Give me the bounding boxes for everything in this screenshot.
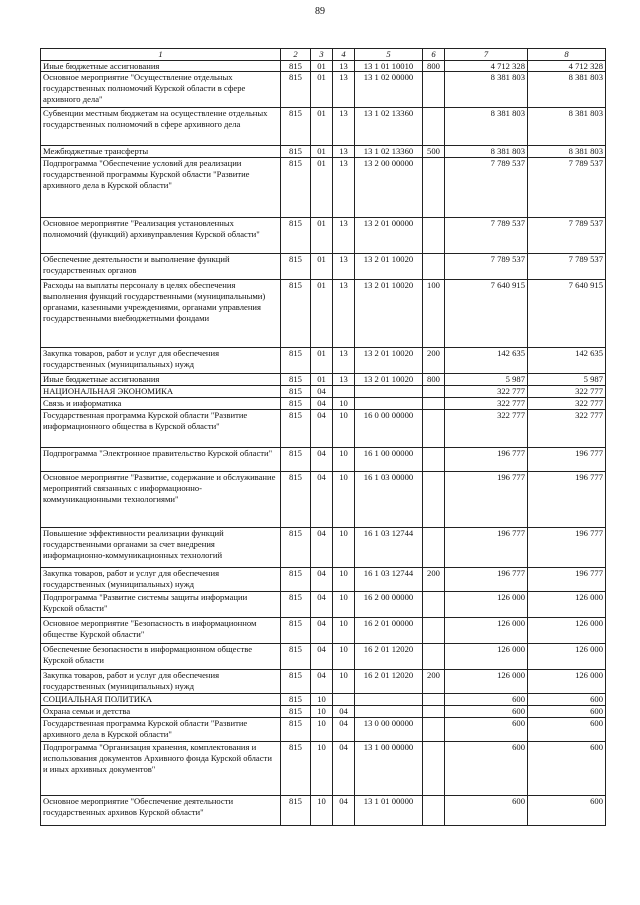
cell-sum1: 322 777 [445, 398, 528, 410]
cell-sum2: 322 777 [528, 386, 606, 398]
cell-rz: 04 [311, 568, 333, 592]
cell-pr: 13 [333, 158, 355, 218]
cell-ved: 815 [281, 568, 311, 592]
cell-ved: 815 [281, 218, 311, 254]
cell-csr: 13 1 02 13360 [355, 146, 423, 158]
cell-vr [423, 618, 445, 644]
cell-pr: 04 [333, 796, 355, 826]
cell-ved: 815 [281, 706, 311, 718]
cell-name: Основное мероприятие "Развитие, содержание и обслуживание мероприятий связанных с информационно-коммуникационными технологиями" [41, 472, 281, 528]
cell-name: Межбюджетные трансферты [41, 146, 281, 158]
cell-sum1: 126 000 [445, 592, 528, 618]
table-row [41, 528, 606, 568]
cell-csr: 13 1 00 00000 [355, 742, 423, 796]
cell-csr: 13 1 01 00000 [355, 796, 423, 826]
cell-rz: 04 [311, 386, 333, 398]
table-row [41, 158, 606, 218]
cell-pr [333, 694, 355, 706]
cell-name: Охрана семьи и детства [41, 706, 281, 718]
cell-vr: 200 [423, 568, 445, 592]
cell-csr [355, 386, 423, 398]
cell-name: Подпрограмма "Организация хранения, комплектования и использования документов Архивного фонда Курской области и иных архивных документов" [41, 742, 281, 796]
table-row [41, 146, 606, 158]
cell-pr: 04 [333, 718, 355, 742]
cell-name: Основное мероприятие "Обеспечение деятельности государственных архивов Курской области" [41, 796, 281, 826]
cell-pr: 13 [333, 72, 355, 108]
cell-pr: 13 [333, 374, 355, 386]
cell-sum1: 196 777 [445, 568, 528, 592]
cell-sum1: 600 [445, 694, 528, 706]
cell-csr: 13 2 01 10020 [355, 374, 423, 386]
cell-name: Иные бюджетные ассигнования [41, 60, 281, 72]
cell-rz: 10 [311, 796, 333, 826]
cell-vr [423, 718, 445, 742]
cell-sum2: 600 [528, 706, 606, 718]
cell-sum2: 126 000 [528, 670, 606, 694]
cell-csr: 13 1 01 10010 [355, 60, 423, 72]
cell-pr: 13 [333, 280, 355, 348]
cell-csr: 13 2 01 10020 [355, 280, 423, 348]
cell-sum2: 7 789 537 [528, 158, 606, 218]
cell-pr: 10 [333, 568, 355, 592]
cell-sum2: 126 000 [528, 592, 606, 618]
cell-sum2: 600 [528, 694, 606, 706]
cell-sum1: 322 777 [445, 386, 528, 398]
cell-ved: 815 [281, 398, 311, 410]
cell-sum2: 8 381 803 [528, 72, 606, 108]
cell-name: СОЦИАЛЬНАЯ ПОЛИТИКА [41, 694, 281, 706]
cell-name: Подпрограмма "Электронное правительство Курской области" [41, 448, 281, 472]
cell-pr: 10 [333, 592, 355, 618]
cell-csr: 13 0 00 00000 [355, 718, 423, 742]
table-row [41, 592, 606, 618]
cell-vr [423, 254, 445, 280]
cell-csr: 13 2 01 10020 [355, 348, 423, 374]
cell-sum2: 4 712 328 [528, 60, 606, 72]
cell-pr: 10 [333, 670, 355, 694]
cell-name: Основное мероприятие "Осуществление отдельных государственных полномочий Курской области в сфере архивного дела" [41, 72, 281, 108]
cell-csr: 13 2 01 10020 [355, 254, 423, 280]
cell-rz: 01 [311, 108, 333, 146]
cell-ved: 815 [281, 386, 311, 398]
cell-name: Основное мероприятие "Безопасность в информационном обществе Курской области" [41, 618, 281, 644]
cell-vr [423, 108, 445, 146]
header-col-7: 7 [445, 49, 528, 61]
cell-csr: 13 1 02 00000 [355, 72, 423, 108]
cell-ved: 815 [281, 280, 311, 348]
cell-vr: 200 [423, 670, 445, 694]
cell-sum2: 322 777 [528, 410, 606, 448]
cell-vr [423, 694, 445, 706]
cell-sum2: 8 381 803 [528, 108, 606, 146]
cell-name: Основное мероприятие "Реализация установленных полномочий (функций) архивуправления Курской области" [41, 218, 281, 254]
header-col-2: 2 [281, 49, 311, 61]
table-row [41, 410, 606, 448]
cell-name: Связь и информатика [41, 398, 281, 410]
header-col-5: 5 [355, 49, 423, 61]
table-row [41, 108, 606, 146]
cell-pr: 10 [333, 644, 355, 670]
cell-rz: 01 [311, 254, 333, 280]
cell-pr: 04 [333, 706, 355, 718]
cell-csr [355, 706, 423, 718]
cell-vr [423, 158, 445, 218]
cell-name: Подпрограмма "Развитие системы защиты информации Курской области" [41, 592, 281, 618]
cell-csr: 16 2 01 12020 [355, 644, 423, 670]
table-row [41, 670, 606, 694]
cell-rz: 10 [311, 706, 333, 718]
cell-vr [423, 742, 445, 796]
cell-rz: 01 [311, 146, 333, 158]
table-row [41, 448, 606, 472]
cell-ved: 815 [281, 158, 311, 218]
cell-vr [423, 218, 445, 254]
cell-pr: 13 [333, 254, 355, 280]
cell-name: Закупка товаров, работ и услуг для обеспечения государственных (муниципальных) нужд [41, 348, 281, 374]
cell-sum1: 196 777 [445, 472, 528, 528]
cell-csr: 16 0 00 00000 [355, 410, 423, 448]
cell-ved: 815 [281, 348, 311, 374]
cell-name: НАЦИОНАЛЬНАЯ ЭКОНОМИКА [41, 386, 281, 398]
cell-vr: 100 [423, 280, 445, 348]
cell-vr [423, 528, 445, 568]
cell-vr: 500 [423, 146, 445, 158]
cell-rz: 01 [311, 72, 333, 108]
cell-pr: 13 [333, 146, 355, 158]
cell-pr: 13 [333, 218, 355, 254]
cell-sum2: 126 000 [528, 618, 606, 644]
cell-name: Обеспечение деятельности и выполнение функций государственных органов [41, 254, 281, 280]
cell-sum1: 126 000 [445, 670, 528, 694]
cell-rz: 04 [311, 592, 333, 618]
table-row [41, 796, 606, 826]
header-col-3: 3 [311, 49, 333, 61]
cell-ved: 815 [281, 254, 311, 280]
cell-name: Закупка товаров, работ и услуг для обеспечения государственных (муниципальных) нужд [41, 568, 281, 592]
cell-name: Повышение эффективности реализации функций государственными органами за счет внедрения информационно-коммуникационных технологий [41, 528, 281, 568]
cell-pr: 13 [333, 108, 355, 146]
cell-sum2: 196 777 [528, 448, 606, 472]
cell-sum2: 7 789 537 [528, 254, 606, 280]
cell-sum2: 7 640 915 [528, 280, 606, 348]
cell-csr: 13 2 00 00000 [355, 158, 423, 218]
cell-rz: 04 [311, 618, 333, 644]
header-row [41, 49, 606, 61]
cell-sum1: 142 635 [445, 348, 528, 374]
cell-sum1: 600 [445, 742, 528, 796]
cell-ved: 815 [281, 72, 311, 108]
cell-ved: 815 [281, 528, 311, 568]
cell-name: Закупка товаров, работ и услуг для обеспечения государственных (муниципальных) нужд [41, 670, 281, 694]
cell-vr [423, 644, 445, 670]
cell-csr [355, 398, 423, 410]
cell-pr [333, 386, 355, 398]
cell-sum1: 7 789 537 [445, 158, 528, 218]
cell-rz: 01 [311, 60, 333, 72]
header-col-4: 4 [333, 49, 355, 61]
cell-sum1: 196 777 [445, 528, 528, 568]
cell-csr: 16 2 00 00000 [355, 592, 423, 618]
cell-csr: 16 2 01 12020 [355, 670, 423, 694]
cell-pr: 13 [333, 60, 355, 72]
cell-vr: 800 [423, 374, 445, 386]
table-row [41, 718, 606, 742]
cell-vr [423, 398, 445, 410]
cell-sum2: 322 777 [528, 398, 606, 410]
table-row [41, 218, 606, 254]
cell-vr [423, 472, 445, 528]
cell-vr [423, 386, 445, 398]
cell-pr: 10 [333, 410, 355, 448]
cell-sum2: 142 635 [528, 348, 606, 374]
table-row [41, 280, 606, 348]
cell-ved: 815 [281, 796, 311, 826]
cell-pr: 10 [333, 398, 355, 410]
cell-sum1: 8 381 803 [445, 72, 528, 108]
cell-ved: 815 [281, 618, 311, 644]
cell-sum1: 8 381 803 [445, 108, 528, 146]
cell-csr: 16 1 03 00000 [355, 472, 423, 528]
table-row [41, 706, 606, 718]
header-col-6: 6 [423, 49, 445, 61]
page-number: 89 [315, 6, 325, 17]
cell-sum1: 196 777 [445, 448, 528, 472]
cell-vr: 200 [423, 348, 445, 374]
table-row [41, 398, 606, 410]
cell-rz: 04 [311, 410, 333, 448]
cell-name: Обеспечение безопасности в информационном обществе Курской области [41, 644, 281, 670]
cell-rz: 01 [311, 348, 333, 374]
cell-pr: 13 [333, 348, 355, 374]
cell-csr: 13 2 01 00000 [355, 218, 423, 254]
cell-sum1: 5 987 [445, 374, 528, 386]
cell-rz: 10 [311, 694, 333, 706]
cell-vr [423, 706, 445, 718]
cell-sum1: 600 [445, 796, 528, 826]
cell-csr: 16 1 00 00000 [355, 448, 423, 472]
cell-sum1: 600 [445, 718, 528, 742]
cell-vr [423, 72, 445, 108]
cell-sum2: 7 789 537 [528, 218, 606, 254]
cell-pr: 04 [333, 742, 355, 796]
cell-ved: 815 [281, 448, 311, 472]
cell-sum1: 322 777 [445, 410, 528, 448]
cell-sum2: 600 [528, 742, 606, 796]
cell-vr [423, 410, 445, 448]
cell-pr: 10 [333, 448, 355, 472]
cell-name: Расходы на выплаты персоналу в целях обеспечения выполнения функций государственными (муниципальными) органами, казенными учреждениями, органами управления государственными внебюджетными фондами [41, 280, 281, 348]
cell-sum2: 600 [528, 796, 606, 826]
cell-ved: 815 [281, 374, 311, 386]
cell-vr [423, 448, 445, 472]
cell-vr: 800 [423, 60, 445, 72]
table-row [41, 72, 606, 108]
cell-sum1: 126 000 [445, 618, 528, 644]
cell-name: Государственная программа Курской области "Развитие информационного общества в Курской области" [41, 410, 281, 448]
table-row [41, 254, 606, 280]
cell-ved: 815 [281, 592, 311, 618]
cell-rz: 04 [311, 670, 333, 694]
cell-csr: 16 1 03 12744 [355, 528, 423, 568]
cell-rz: 10 [311, 742, 333, 796]
table-row [41, 644, 606, 670]
cell-pr: 10 [333, 528, 355, 568]
cell-sum2: 5 987 [528, 374, 606, 386]
cell-ved: 815 [281, 694, 311, 706]
cell-pr: 10 [333, 618, 355, 644]
cell-rz: 04 [311, 398, 333, 410]
cell-ved: 815 [281, 718, 311, 742]
cell-rz: 01 [311, 374, 333, 386]
cell-pr: 10 [333, 472, 355, 528]
cell-ved: 815 [281, 108, 311, 146]
table-row [41, 472, 606, 528]
cell-sum2: 196 777 [528, 568, 606, 592]
header-col-1: 1 [41, 49, 281, 61]
cell-sum1: 7 789 537 [445, 254, 528, 280]
cell-sum2: 196 777 [528, 528, 606, 568]
cell-sum1: 8 381 803 [445, 146, 528, 158]
cell-ved: 815 [281, 60, 311, 72]
cell-name: Субвенции местным бюджетам на осуществление отдельных государственных полномочий в сфере архивного дела [41, 108, 281, 146]
cell-sum2: 126 000 [528, 644, 606, 670]
table-row [41, 742, 606, 796]
cell-sum2: 196 777 [528, 472, 606, 528]
cell-name: Подпрограмма "Обеспечение условий для реализации государственной программы Курской области "Развитие архивного дела в Курской области" [41, 158, 281, 218]
cell-ved: 815 [281, 644, 311, 670]
cell-sum1: 7 640 915 [445, 280, 528, 348]
cell-sum1: 7 789 537 [445, 218, 528, 254]
cell-vr [423, 592, 445, 618]
header-col-8: 8 [528, 49, 606, 61]
budget-table [40, 48, 606, 826]
cell-rz: 01 [311, 218, 333, 254]
cell-ved: 815 [281, 742, 311, 796]
cell-rz: 04 [311, 528, 333, 568]
cell-ved: 815 [281, 410, 311, 448]
table-row [41, 374, 606, 386]
table-row [41, 348, 606, 374]
cell-csr: 16 1 03 12744 [355, 568, 423, 592]
cell-rz: 01 [311, 280, 333, 348]
table-row [41, 694, 606, 706]
table-row [41, 386, 606, 398]
cell-vr [423, 796, 445, 826]
cell-sum2: 600 [528, 718, 606, 742]
cell-rz: 01 [311, 158, 333, 218]
cell-csr: 13 1 02 13360 [355, 108, 423, 146]
cell-sum2: 8 381 803 [528, 146, 606, 158]
cell-sum1: 126 000 [445, 644, 528, 670]
cell-csr [355, 694, 423, 706]
cell-ved: 815 [281, 670, 311, 694]
table-row [41, 568, 606, 592]
cell-ved: 815 [281, 472, 311, 528]
cell-ved: 815 [281, 146, 311, 158]
cell-name: Иные бюджетные ассигнования [41, 374, 281, 386]
cell-name: Государственная программа Курской области "Развитие архивного дела в Курской области" [41, 718, 281, 742]
cell-sum1: 4 712 328 [445, 60, 528, 72]
cell-rz: 04 [311, 644, 333, 670]
cell-rz: 04 [311, 448, 333, 472]
cell-csr: 16 2 01 00000 [355, 618, 423, 644]
cell-rz: 10 [311, 718, 333, 742]
cell-sum1: 600 [445, 706, 528, 718]
table-row [41, 618, 606, 644]
table-row [41, 60, 606, 72]
cell-rz: 04 [311, 472, 333, 528]
